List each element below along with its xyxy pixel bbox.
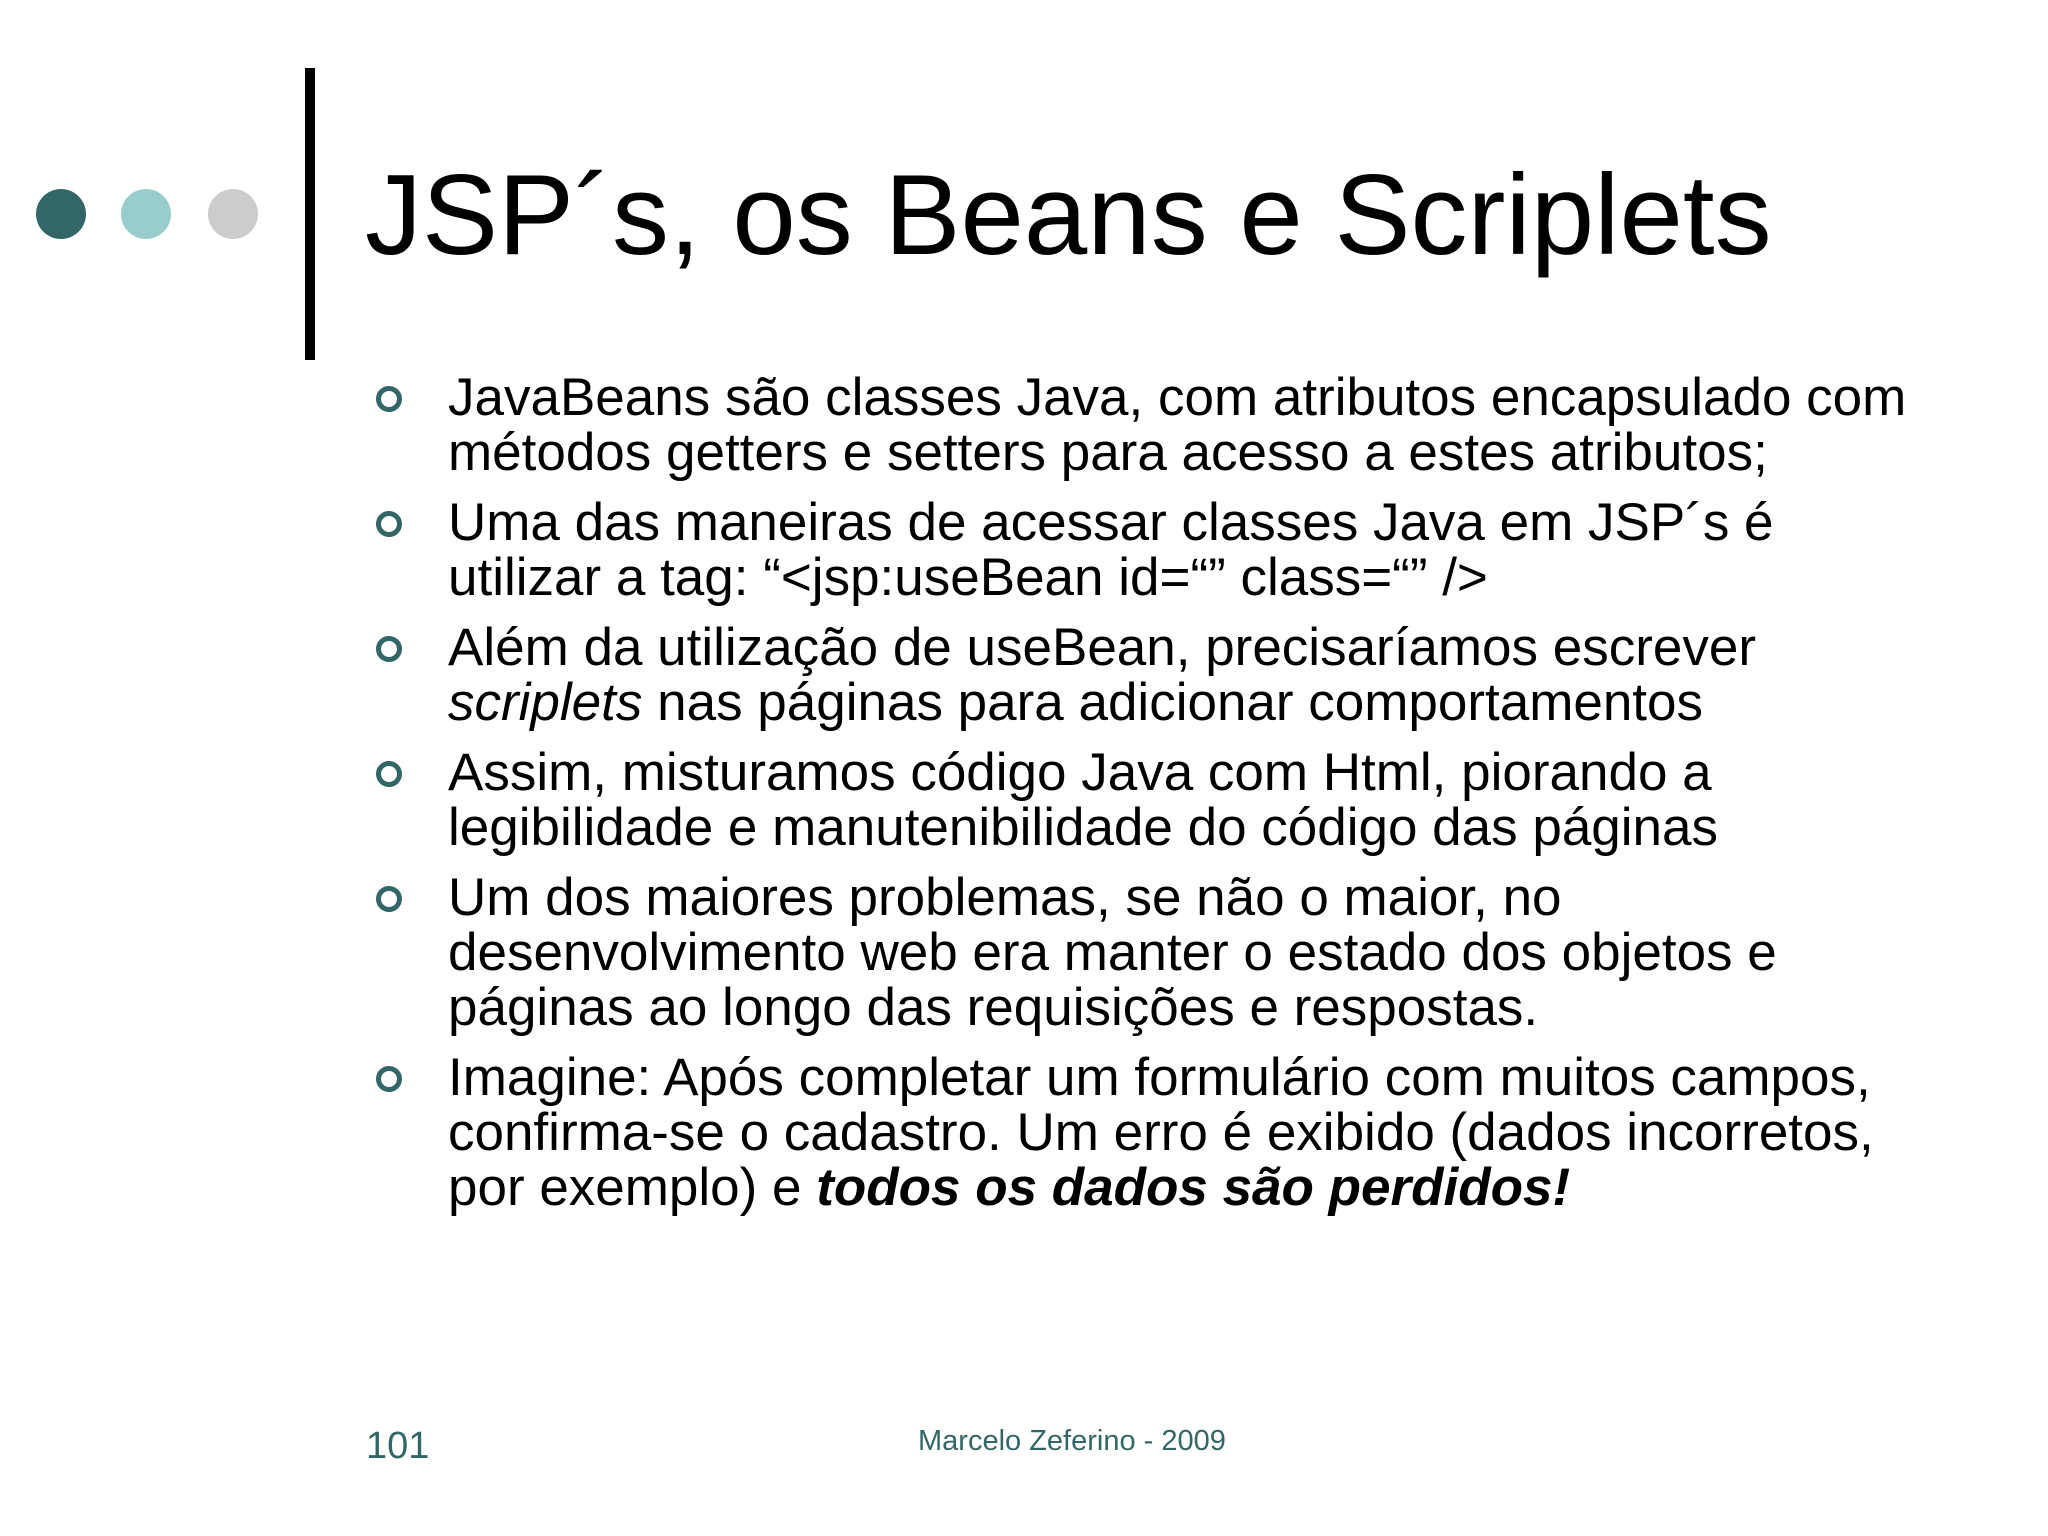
bullet-circle-icon — [376, 511, 402, 537]
bullet-item — [372, 870, 1932, 1035]
bullet-circle-icon — [376, 636, 402, 662]
bullet-text-before: Imagine: Após completar um formulário com muitos campos, confirma-se o cadastro. Um erro é exibido (dados incorretos, por exemplo) e — [448, 1048, 1874, 1217]
bullet-text: JavaBeans são classes Java, com atributos encapsulado com métodos getters e setters para acesso a estes atributos; — [448, 368, 1907, 482]
decorative-dot-gray — [208, 189, 258, 239]
footer-author: Marcelo Zeferino - 2009 — [918, 1425, 1226, 1457]
bullet-text-italic: scriplets — [448, 673, 643, 732]
page-number: 101 — [366, 1425, 430, 1467]
decorative-dot-dark-teal — [36, 189, 86, 239]
bullet-item — [372, 1050, 1932, 1215]
bullet-text: Um dos maiores problemas, se não o maior, no desenvolvimento web era manter o estado dos objetos e páginas ao longo das requisições e respostas. — [448, 868, 1777, 1037]
title-divider — [305, 68, 315, 360]
bullet-circle-icon — [376, 761, 402, 787]
bullet-text: Uma das maneiras de acessar classes Java em JSP´s é utilizar a tag: “<jsp:useBean id=“” class=“” /> — [448, 493, 1774, 607]
bullet-text-after: nas páginas para adicionar comportamentos — [642, 673, 1704, 732]
bullet-text: Assim, misturamos código Java com Html, piorando a legibilidade e manutenibilidade do código das páginas — [448, 743, 1719, 857]
bullet-circle-icon — [376, 1066, 402, 1092]
bullet-item — [372, 620, 1932, 730]
bullet-item — [372, 745, 1932, 855]
bullet-circle-icon — [376, 386, 402, 412]
decorative-dot-light-teal — [121, 189, 171, 239]
bullet-list — [372, 370, 1932, 1230]
bullet-text-before: Além da utilização de useBean, precisaríamos escrever — [448, 618, 1756, 677]
bullet-item — [372, 495, 1932, 605]
bullet-circle-icon — [376, 886, 402, 912]
slide-title: JSP´s, os Beans e Scriplets — [365, 152, 1772, 279]
bullet-item — [372, 370, 1932, 480]
bullet-text-emphasis: todos os dados são perdidos! — [816, 1158, 1571, 1217]
